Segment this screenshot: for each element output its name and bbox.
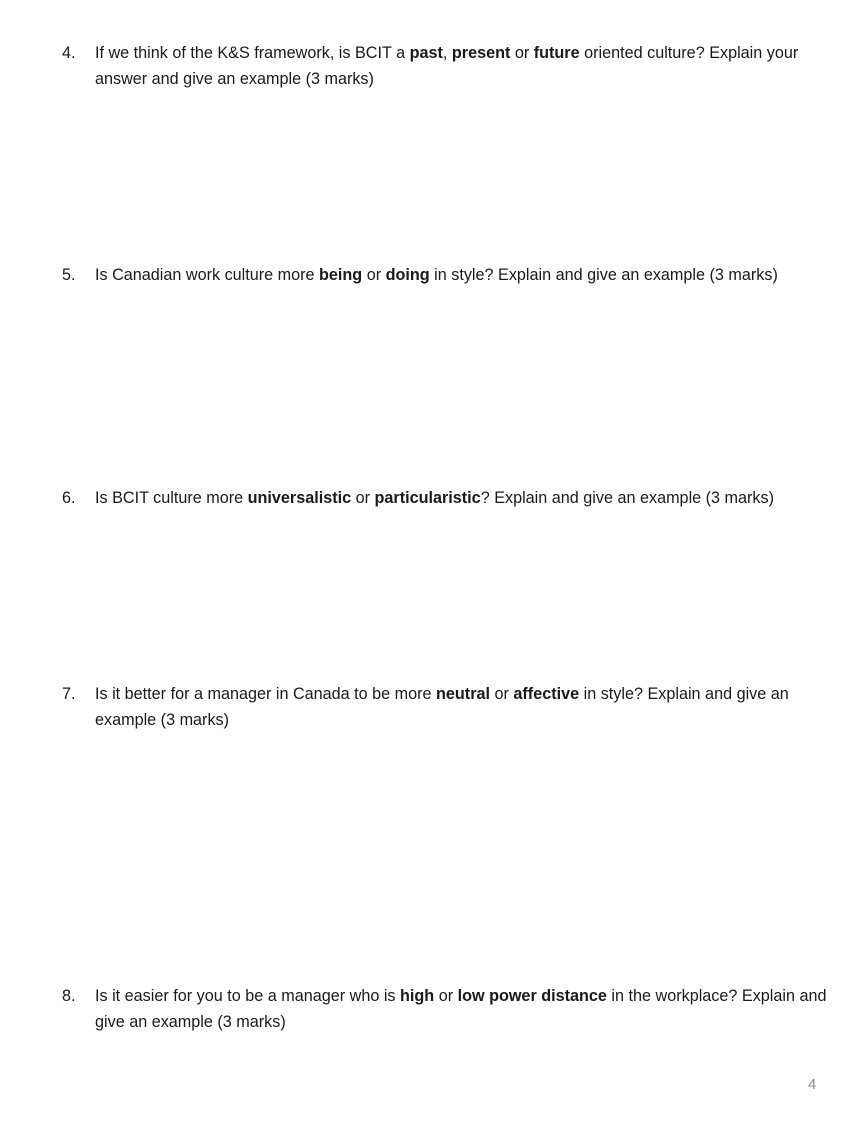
question-text-segment: in style? Explain and give an example (3 marks)	[95, 685, 789, 729]
question-keyword: particularistic	[374, 489, 481, 507]
question-keyword: low power distance	[457, 987, 607, 1005]
question-text-segment: If we think of the K&S framework, is BCIT a	[95, 44, 410, 62]
question-text-segment: or	[510, 44, 534, 62]
question-4	[62, 40, 832, 92]
question-text-segment: Is Canadian work culture more	[95, 266, 320, 284]
question-keyword: present	[451, 44, 511, 62]
question-text-segment: ? Explain and give an example (3 marks)	[480, 489, 775, 507]
question-keyword: neutral	[436, 685, 491, 703]
question-text	[95, 983, 832, 1035]
question-text-segment: ,	[442, 44, 452, 62]
question-number: 7.	[62, 685, 76, 703]
question-text-segment: or	[351, 489, 375, 507]
question-keyword: being	[319, 266, 363, 284]
question-keyword: doing	[385, 266, 430, 284]
question-7	[62, 681, 832, 733]
question-text-segment: in the workplace? Explain and give an example (3 marks)	[95, 987, 827, 1031]
question-text	[95, 262, 832, 288]
question-text-segment: oriented culture? Explain your answer and give an example (3 marks)	[95, 44, 799, 88]
question-text-segment: or	[362, 266, 386, 284]
question-number: 4.	[62, 44, 76, 62]
question-text	[95, 40, 832, 92]
question-text-segment: Is it easier for you to be a manager who is	[95, 987, 401, 1005]
question-number: 6.	[62, 489, 76, 507]
question-keyword: future	[533, 44, 580, 62]
question-text	[95, 681, 832, 733]
question-number: 8.	[62, 987, 76, 1005]
page-number: 4	[808, 1076, 817, 1093]
question-keyword: high	[400, 987, 435, 1005]
question-text-segment: or	[434, 987, 458, 1005]
question-keyword: affective	[513, 685, 580, 703]
question-5	[62, 262, 832, 288]
question-keyword: past	[409, 44, 443, 62]
question-text	[95, 485, 832, 511]
question-text-segment: Is BCIT culture more	[95, 489, 248, 507]
question-text-segment: Is it better for a manager in Canada to be more	[95, 685, 437, 703]
question-8	[62, 983, 832, 1035]
question-keyword: universalistic	[247, 489, 352, 507]
question-text-segment: or	[490, 685, 514, 703]
question-6	[62, 485, 832, 511]
question-text-segment: in style? Explain and give an example (3 marks)	[429, 266, 778, 284]
question-number: 5.	[62, 266, 76, 284]
